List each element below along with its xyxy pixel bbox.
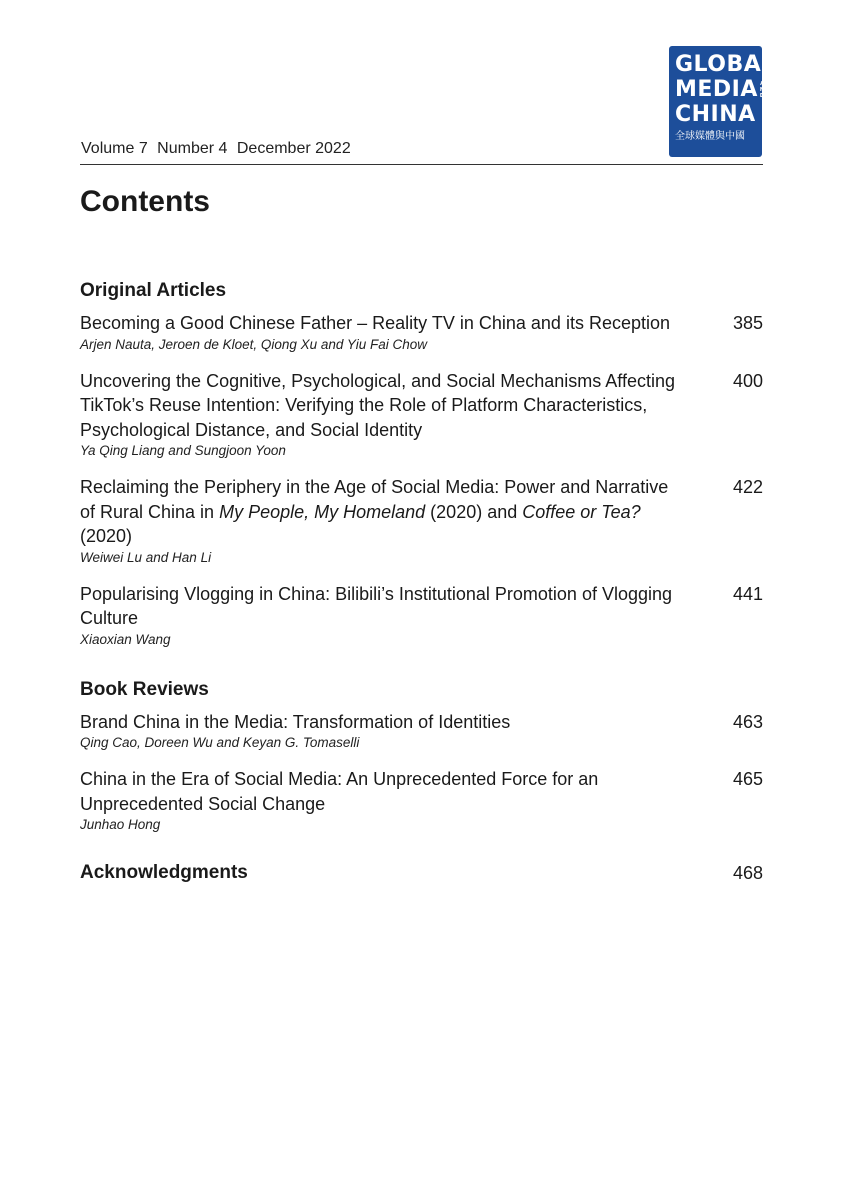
logo-word-china: CHINA bbox=[675, 102, 756, 127]
entry-title[interactable]: Popularising Vlogging in China: Bilibili’s Institutional Promotion of Vlogging Culture bbox=[80, 583, 673, 628]
entry-title[interactable]: Becoming a Good Chinese Father – Reality TV in China and its Reception bbox=[80, 313, 670, 333]
issue-date: December 2022 bbox=[236, 140, 351, 157]
entry-title[interactable]: China in the Era of Social Media: An Unprecedented Force for an Unprecedented Social Change bbox=[80, 769, 599, 814]
entry-authors: Weiwei Lu and Han Li bbox=[80, 549, 212, 565]
entry-page-number: 422 bbox=[732, 477, 763, 497]
issue-number: Number 4 bbox=[157, 140, 228, 157]
toc-entry[interactable] bbox=[80, 582, 763, 648]
entry-page-number: 441 bbox=[732, 583, 763, 604]
table-of-contents bbox=[80, 279, 763, 885]
logo-and-letter: N bbox=[759, 86, 765, 93]
entry-authors: Junhao Hong bbox=[80, 817, 161, 832]
entry-title[interactable]: Uncovering the Cognitive, Psychological, and Social Mechanisms Affecting TikTok’s Reuse Intention: Verifying the Role of Platform Characteristics, Psychological Distance, and Social Identity bbox=[80, 370, 675, 440]
journal-logo bbox=[669, 46, 776, 157]
page-title: Contents bbox=[80, 185, 210, 218]
acknowledgments-label[interactable]: Acknowledgments bbox=[80, 862, 248, 883]
entry-page-number: 400 bbox=[732, 370, 763, 391]
logo-and-letter: D bbox=[759, 92, 765, 99]
entry-title-part: (2020) and bbox=[425, 501, 523, 522]
entry-title[interactable]: Brand China in the Media: Transformation of Identities bbox=[80, 711, 511, 732]
issue-info bbox=[81, 140, 356, 158]
toc-entry[interactable] bbox=[80, 710, 763, 752]
section-heading-book-reviews: Book Reviews bbox=[80, 678, 209, 700]
issue-volume: Volume 7 bbox=[81, 140, 148, 157]
entry-title-film-name: My People, My Homeland bbox=[219, 501, 426, 522]
toc-entry[interactable] bbox=[80, 767, 763, 833]
entry-authors: Ya Qing Liang and Sungjoon Yoon bbox=[80, 443, 286, 458]
toc-entry-acknowledgments[interactable] bbox=[80, 861, 763, 885]
entry-page-number: 385 bbox=[732, 313, 763, 333]
header-divider bbox=[80, 164, 763, 165]
logo-chinese-title: 全球媒體與中國 bbox=[675, 131, 745, 142]
logo-word-media: MEDIA bbox=[675, 77, 758, 102]
section-heading-original-articles: Original Articles bbox=[80, 280, 227, 301]
entry-title-part: (2020) bbox=[80, 526, 133, 546]
logo-and-letter: A bbox=[760, 80, 764, 87]
entry-page-number: 468 bbox=[732, 863, 763, 883]
entry-title[interactable] bbox=[80, 475, 680, 549]
entry-page-number: 463 bbox=[732, 711, 763, 732]
logo-word-global: GLOBAL bbox=[675, 52, 776, 77]
entry-authors: Qing Cao, Doreen Wu and Keyan G. Tomaselli bbox=[80, 735, 360, 750]
entry-page-number: 465 bbox=[732, 769, 763, 789]
toc-entry[interactable] bbox=[80, 475, 763, 566]
entry-authors: Xiaoxian Wang bbox=[80, 631, 171, 647]
entry-title-part: Reclaiming the Periphery in the Age of Social Media: Power and Narrative of Rural China in bbox=[80, 477, 669, 522]
toc-entry[interactable] bbox=[80, 311, 763, 353]
entry-authors: Arjen Nauta, Jeroen de Kloet, Qiong Xu and Yiu Fai Chow bbox=[80, 336, 427, 352]
toc-entry[interactable] bbox=[80, 369, 763, 460]
entry-title-film-name: Coffee or Tea? bbox=[522, 501, 641, 522]
logo-media-row bbox=[675, 77, 765, 102]
logo-word-and bbox=[760, 81, 764, 99]
